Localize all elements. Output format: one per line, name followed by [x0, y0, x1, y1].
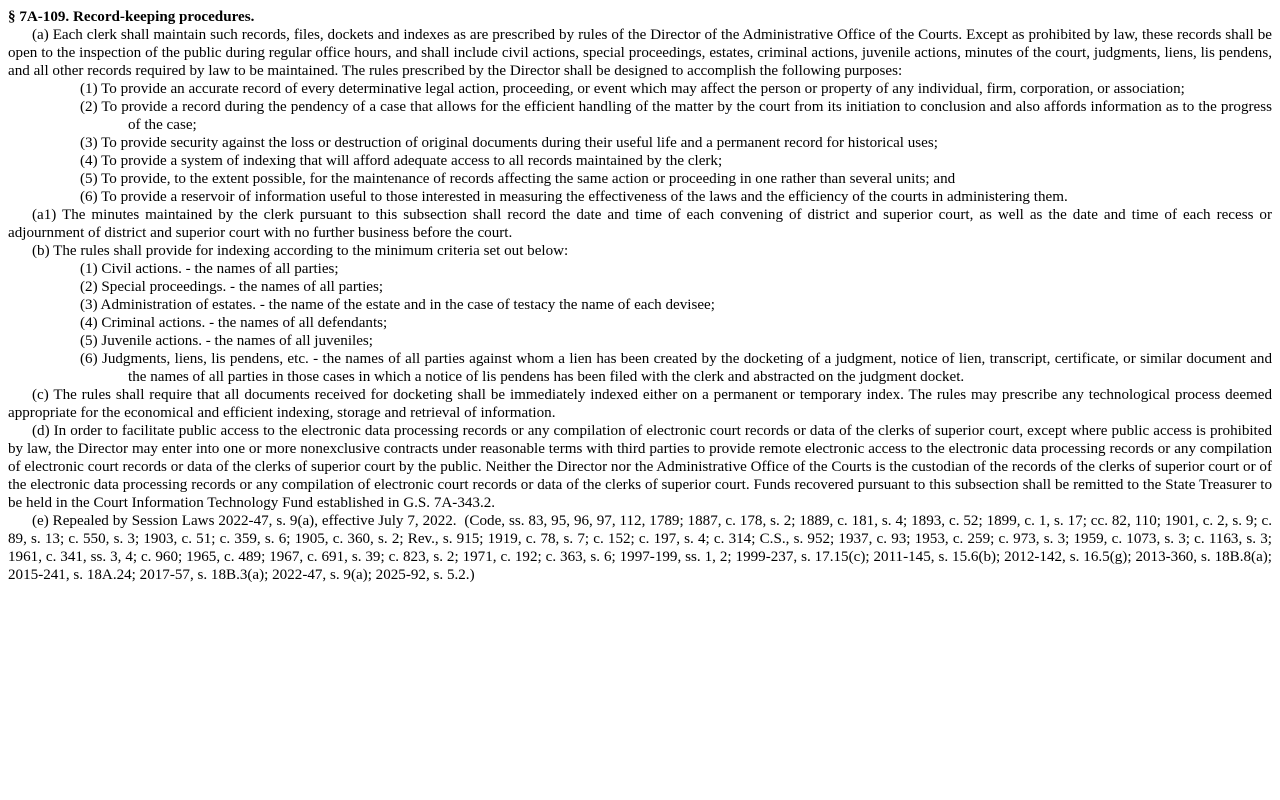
subsection-a: (a) Each clerk shall maintain such records, files, dockets and indexes as are prescribed by rules of the Director of the Administrative Office of the Courts. Except as prohibited by law, these records shall be open to the inspection of the public during regular office hours, and shall include civil actions, special proceedings, estates, criminal actions, juvenile actions, minutes of the court, judgments, liens, lis pendens, and all other records required by law to be maintained. The rules prescribed by the Director shall be designed to accomplish the following purposes: [8, 27, 1272, 79]
subsection-a-item-4: (4) To provide a system of indexing that will afford adequate access to all records maintained by the clerk; [80, 153, 723, 169]
subsection-b-item-5: (5) Juvenile actions. - the names of all juveniles; [80, 333, 373, 349]
subsection-b: (b) The rules shall provide for indexing according to the minimum criteria set out below: [32, 243, 569, 259]
subsection-b-item-3: (3) Administration of estates. - the name of the estate and in the case of testacy the name of each devisee; [80, 297, 715, 313]
section-heading: § 7A-109. Record-keeping procedures. [8, 9, 255, 25]
subsection-a-item-2: (2) To provide a record during the pendency of a case that allows for the efficient handling of the matter by the court from its initiation to conclusion and also affords information as to the progress of the case; [80, 99, 1272, 133]
subsection-a-item-5: (5) To provide, to the extent possible, for the maintenance of records affecting the same action or proceeding in one rather than several units; and [80, 171, 956, 187]
subsection-b-item-6: (6) Judgments, liens, lis pendens, etc. - the names of all parties against whom a lien has been created by the docketing of a judgment, notice of lien, transcript, certificate, or similar document and the names of all parties in those cases in which a notice of lis pendens has been filed with the clerk and abstracted on the judgment docket. [80, 351, 1272, 385]
session-law-history: (Code, ss. 83, 95, 96, 97, 112, 1789; 1887, c. 178, s. 2; 1889, c. 181, s. 4; 1893, c. 52; 1899, c. 1, s. 17; cc. 82, 110; 1901, c. 2, s. 9; c. 89, s. 13; c. 550, s. 3; 1903, c. 51; c. 359, s. 6; 1905, c. 360, s. 2; Rev., s. 915; 1919, c. 78, s. 7; c. 152; c. 197, s. 4; c. 314; C.S., s. 952; 1937, c. 93; 1953, c. 259; c. 973, s. 3; 1959, c. 1073, s. 3; c. 1163, s. 3; 1961, c. 341, ss. 3, 4; c. 960; 1965, c. 489; 1967, c. 691, s. 39; c. 823, s. 2; 1971, c. 192; c. 363, s. 6; 1997-199, ss. 1, 2; 1999-237, s. 17.15(c); 2011-145, s. 15.6(b); 2012-142, s. 16.5(g); 2013-360, s. 18B.8(a); 2015-241, s. 18A.24; 2017-57, s. 18B.3(a); 2022-47, s. 9(a); 2025-92, s. 5.2.) [8, 513, 1272, 583]
subsection-e [8, 512, 1272, 584]
subsection-a-item-1: (1) To provide an accurate record of every determinative legal action, proceeding, or event which may affect the person or property of any individual, firm, corporation, or association; [80, 81, 1185, 97]
subsection-b-item-4: (4) Criminal actions. - the names of all defendants; [80, 315, 388, 331]
subsection-d: (d) In order to facilitate public access to the electronic data processing records or any compilation of electronic court records or data of the clerks of superior court, except where public access is prohibited by law, the Director may enter into one or more nonexclusive contracts under reasonable terms with third parties to provide remote electronic access to the electronic data processing records or any compilation of electronic court records or data of the clerks of superior court by the public. Neither the Director nor the Administrative Office of the Courts is the custodian of the records of the clerks of superior court or of the electronic data processing records or any compilation of electronic court records or data of the clerks of superior court. Funds recovered pursuant to this subsection shall be remitted to the State Treasurer to be held in the Court Information Technology Fund established in G.S. 7A-343.2. [8, 423, 1272, 511]
subsection-b-item-1: (1) Civil actions. - the names of all parties; [80, 261, 339, 277]
subsection-a-item-6: (6) To provide a reservoir of information useful to those interested in measuring the effectiveness of the laws and the efficiency of the courts in administering them. [80, 189, 1068, 205]
subsection-c: (c) The rules shall require that all documents received for docketing shall be immediately indexed either on a permanent or temporary index. The rules may prescribe any technological process deemed appropriate for the economical and efficient indexing, storage and retrieval of information. [8, 387, 1272, 421]
subsection-a1: (a1) The minutes maintained by the clerk pursuant to this subsection shall record the date and time of each convening of district and superior court, as well as the date and time of each recess or adjournment of district and superior court with no further business before the court. [8, 207, 1272, 241]
subsection-a-item-3: (3) To provide security against the loss or destruction of original documents during their useful life and a permanent record for historical uses; [80, 135, 938, 151]
subsection-b-item-2: (2) Special proceedings. - the names of all parties; [80, 279, 384, 295]
subsection-e-text: (e) Repealed by Session Laws 2022-47, s. 9(a), effective July 7, 2022. [32, 513, 457, 529]
